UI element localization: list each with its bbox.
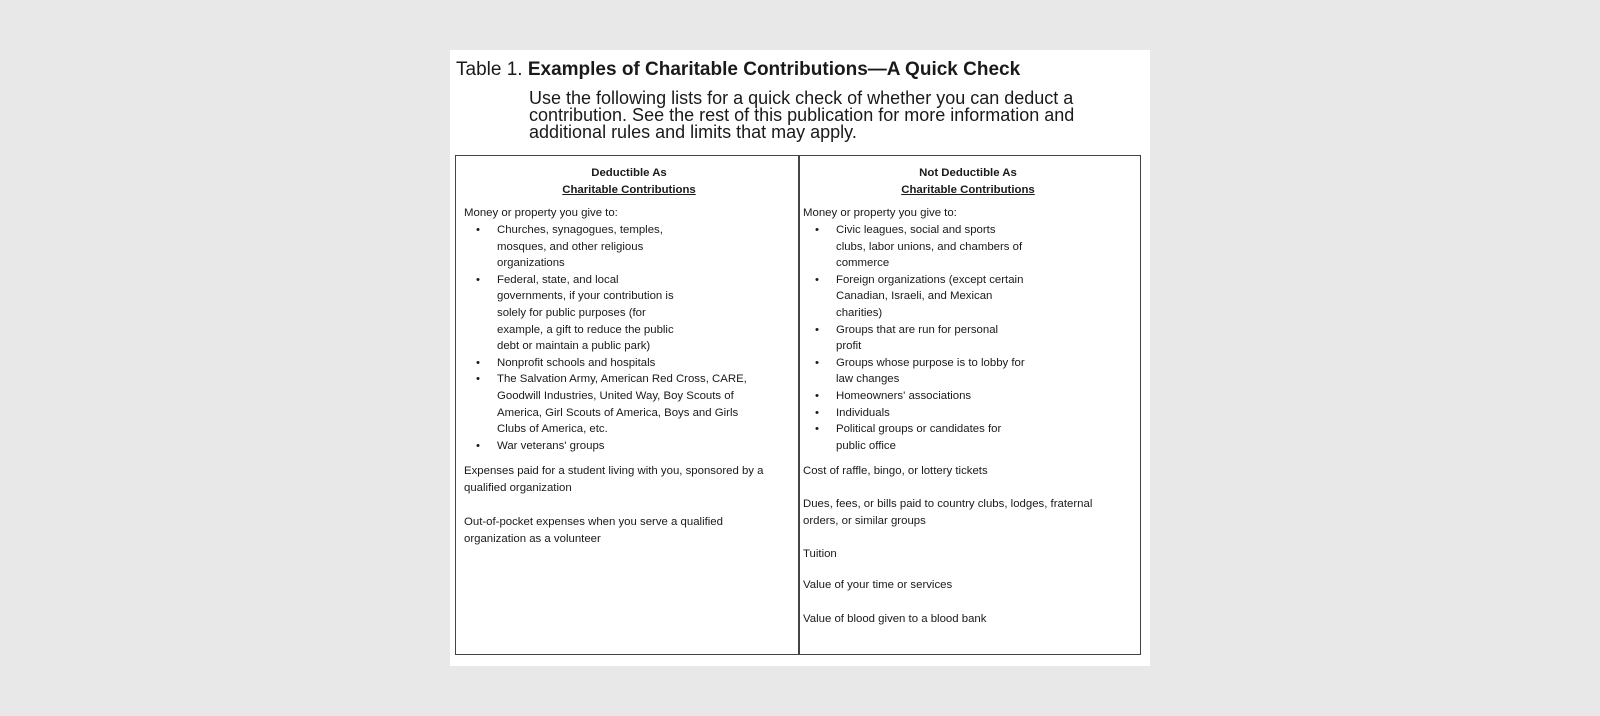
list-item (464, 272, 794, 355)
not-deductible-heading (803, 165, 1133, 199)
bullet-icon: • (815, 423, 819, 436)
table-number: Table 1. (456, 59, 523, 80)
bullet-icon: • (476, 356, 480, 369)
list-item-text: Homeowners' associations (836, 389, 972, 402)
column-divider (798, 156, 800, 654)
not-deductible-paragraph-time: Value of your time or services (803, 579, 953, 591)
list-item (464, 371, 794, 437)
list-item (803, 322, 1133, 355)
table-name: Examples of Charitable Contributions—A Quick Check (527, 59, 1021, 80)
bullet-icon: • (476, 439, 480, 452)
list-item-text: Political groups or candidates for public office (836, 423, 1002, 452)
table-intro: Use the following lists for a quick check of whether you can deduct a contribution. See the rest of this publication for more information and additional rules and limits that may apply. (529, 88, 1075, 142)
list-item (803, 272, 1133, 322)
list-item (803, 388, 1133, 405)
list-item (803, 355, 1133, 388)
list-item-text: Civic leagues, social and sports clubs, labor unions, and chambers of commerce (836, 224, 1023, 270)
list-item-text: Churches, synagogues, temples, mosques, and other religious organizations (497, 224, 663, 270)
contributions-table (455, 155, 1141, 655)
deductible-paragraph-student: Expenses paid for a student living with you, sponsored by a qualified organization (464, 465, 764, 494)
list-item (464, 222, 794, 272)
list-item (464, 355, 794, 372)
list-item-text: Individuals (836, 406, 890, 419)
deductible-heading-line2: Charitable Contributions (562, 184, 696, 196)
deductible-heading-line1: Deductible As (591, 167, 667, 179)
list-item-text: Nonprofit schools and hospitals (497, 356, 656, 369)
list-item-text: The Salvation Army, American Red Cross, CARE, Goodwill Industries, United Way, Boy Scouts of America, Girl Scouts of America, Boys and Girls Clubs of America, etc. (497, 373, 747, 436)
deductible-paragraph-volunteer: Out-of-pocket expenses when you serve a qualified organization as a volunteer (464, 516, 723, 545)
not-deductible-column (803, 156, 1133, 654)
not-deductible-intro: Money or property you give to: (803, 207, 957, 219)
document-page (450, 50, 1150, 666)
bullet-icon: • (476, 273, 480, 286)
bullet-icon: • (476, 224, 480, 236)
not-deductible-paragraph-raffle: Cost of raffle, bingo, or lottery tickets (803, 465, 988, 477)
not-deductible-list (803, 222, 1133, 454)
list-item (464, 438, 794, 455)
bullet-icon: • (815, 356, 819, 369)
bullet-icon: • (815, 389, 819, 402)
list-item-text: Foreign organizations (except certain Canadian, Israeli, and Mexican charities) (836, 273, 1024, 319)
list-item (803, 222, 1133, 272)
list-item-text: Federal, state, and local governments, if your contribution is solely for public purposes (for example, a gift to reduce the public debt or maintain a public park) (497, 273, 674, 353)
not-deductible-paragraph-dues: Dues, fees, or bills paid to country clubs, lodges, fraternal orders, or similar groups (803, 498, 1093, 527)
not-deductible-heading-line2: Charitable Contributions (901, 184, 1035, 196)
list-item (803, 421, 1133, 454)
list-item-text: Groups whose purpose is to lobby for law changes (836, 356, 1025, 386)
list-item (803, 405, 1133, 422)
bullet-icon: • (815, 323, 819, 336)
deductible-heading (464, 165, 794, 199)
bullet-icon: • (815, 406, 819, 419)
deductible-column (464, 156, 794, 654)
bullet-icon: • (815, 273, 819, 286)
list-item-text: Groups that are run for personal profit (836, 323, 999, 353)
bullet-icon: • (815, 224, 819, 236)
not-deductible-paragraph-blood: Value of blood given to a blood bank (803, 613, 987, 625)
bullet-icon: • (476, 373, 480, 386)
not-deductible-heading-line1: Not Deductible As (919, 167, 1017, 179)
deductible-list (464, 222, 794, 454)
deductible-intro: Money or property you give to: (464, 207, 618, 219)
table-title (456, 59, 1020, 81)
list-item-text: War veterans' groups (497, 439, 605, 452)
not-deductible-paragraph-tuition: Tuition (803, 548, 837, 560)
